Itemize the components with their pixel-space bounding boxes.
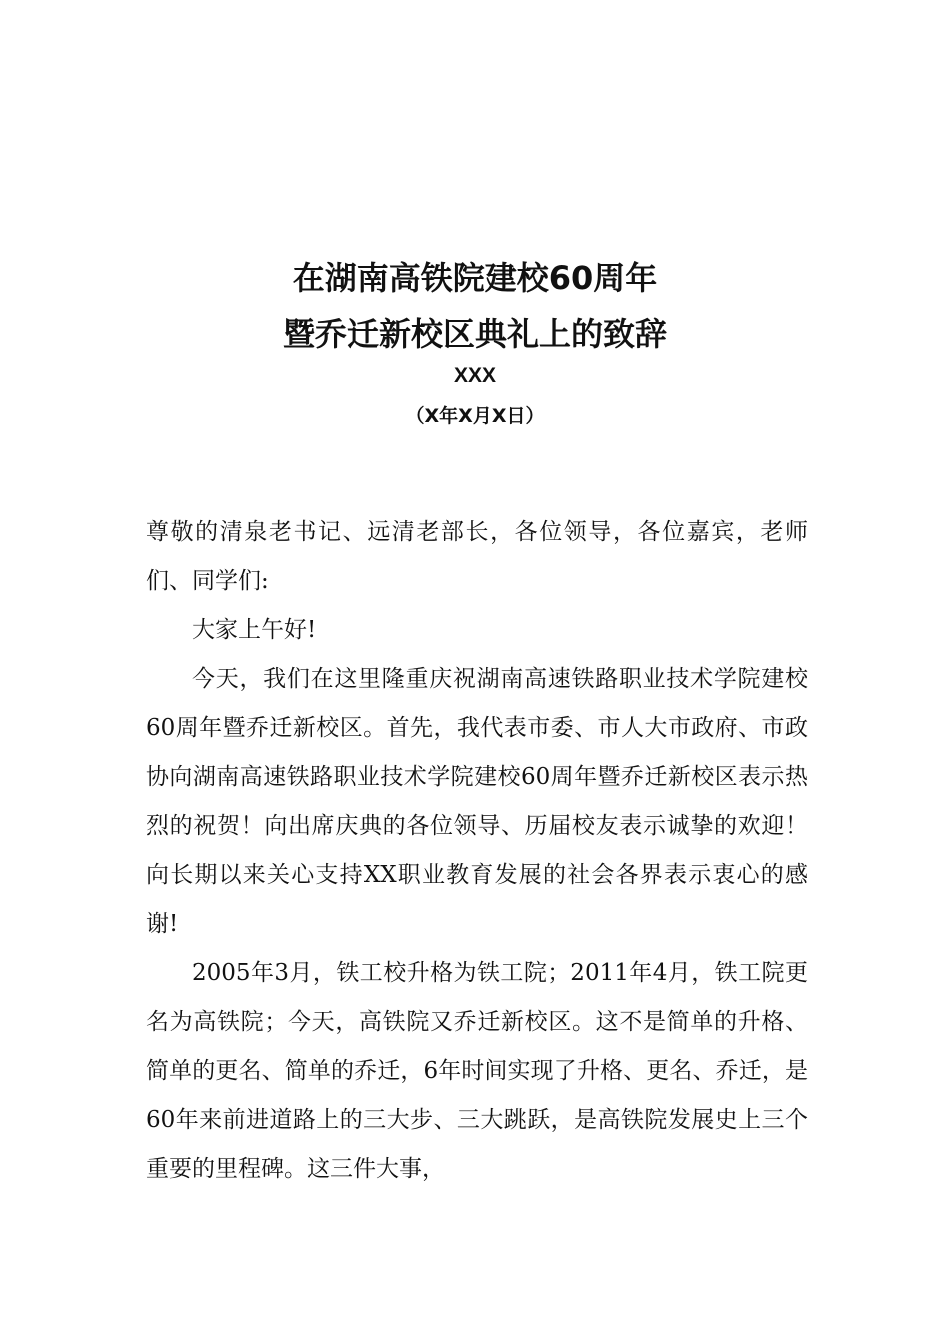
author-name: XXX <box>453 364 497 387</box>
body-paragraph-2: 2005年3月，铁工校升格为铁工院；2011年4月，铁工院更名为高铁院；今天，高铁院又乔迁新校区。这不是简单的升格、简单的更名、简单的乔迁，6年时间实现了升格、更名、乔迁，是60年来前进道路上的三大步、三大跳跃，是高铁院发展史上三个重要的里程碑。这三件大事， <box>146 960 808 1182</box>
body-paragraph-1: 今天，我们在这里隆重庆祝湖南高速铁路职业技术学院建校60周年暨乔迁新校区。首先，我代表市委、市人大市政府、市政协向湖南高速铁路职业技术学院建校60周年暨乔迁新校区表示热烈的祝贺！向出席庆典的各位领导、历届校友表示诚挚的欢迎！向长期以来关心支持XX职业教育发展的社会各界表示衷心的感谢! <box>146 666 808 937</box>
salutation-paragraph: 尊敬的清泉老书记、远清老部长，各位领导，各位嘉宾，老师们、同学们: <box>146 519 808 594</box>
speech-date: （X年X月X日） <box>405 405 545 427</box>
title-block <box>0 250 950 430</box>
title-line-1: 在湖南高铁院建校60周年 <box>292 259 658 297</box>
speech-body <box>146 508 808 1194</box>
greeting-paragraph: 大家上午好! <box>192 617 317 643</box>
title-line-2: 暨乔迁新校区典礼上的致辞 <box>282 315 667 353</box>
